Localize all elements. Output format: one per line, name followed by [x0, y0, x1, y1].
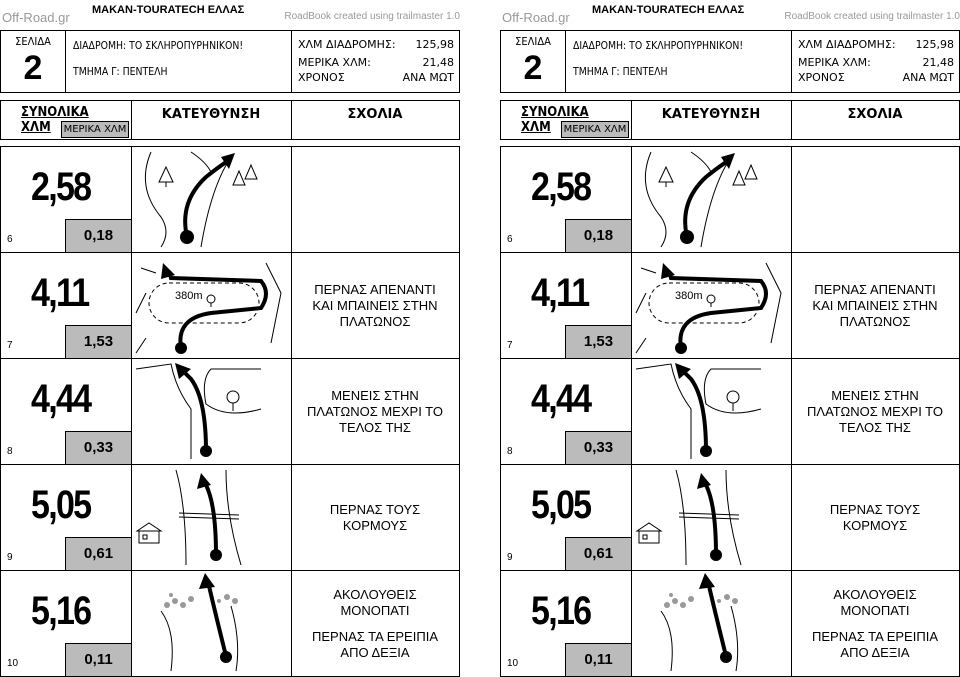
total-km: 2,58 — [531, 165, 591, 209]
total-km-heading: ΣΥΝΟΛΙΚΑ ΧΛΜ — [21, 105, 89, 135]
house-icon — [137, 523, 161, 543]
tulip-diagram-trail-ruins — [131, 571, 291, 676]
section-name: ΤΜΗΜΑ Γ: ΠΕΝΤΕΛΗ — [573, 65, 668, 78]
house-icon — [637, 523, 661, 543]
notes-cell — [291, 465, 459, 570]
note-line: ΚΟΡΜΟΥΣ — [342, 517, 408, 533]
partial-km: 1,53 — [565, 325, 631, 358]
partial-km-label: ΜΕΡΙΚΑ ΧΛΜ: — [798, 56, 871, 69]
brand-label: Off-Road.gr — [502, 10, 570, 25]
roadbook-row — [500, 464, 960, 571]
route-km-label: ΧΛΜ ΔΙΑΔΡΟΜΗΣ: — [798, 38, 896, 51]
note-line: ΠΛΑΤΩΝΟΣ — [839, 313, 911, 329]
note-line: ΠΕΡΝΑΣ ΤΑ ΕΡΕΙΠΙΑ — [811, 628, 939, 644]
route-name: ΔΙΑΔΡΟΜΗ: ΤΟ ΣΚΛΗΡΟΠΥΡΗΝΙΚΟΝ! — [573, 39, 744, 52]
direction-heading: ΚΑΤΕΥΘΥΝΣΗ — [131, 101, 292, 139]
total-km: 4,44 — [531, 377, 591, 421]
total-km-heading: ΣΥΝΟΛΙΚΑ ΧΛΜ — [521, 105, 589, 135]
tree-icon — [227, 391, 239, 411]
partial-km: 1,53 — [65, 325, 131, 358]
summary-header — [0, 30, 460, 93]
notes-cell — [791, 465, 959, 570]
total-km: 5,16 — [31, 589, 91, 633]
notes-cell — [791, 571, 959, 676]
partial-km-heading: ΜΕΡΙΚΑ ΧΛΜ — [61, 121, 129, 138]
partial-km: 0,18 — [565, 219, 631, 252]
time-label: ΧΡΟΝΟΣ — [798, 71, 845, 84]
total-km: 5,16 — [531, 589, 591, 633]
time-value: ΑΝΑ ΜΩΤ — [402, 71, 454, 84]
tulip-diagram-straight — [631, 359, 791, 464]
row-index: 10 — [507, 658, 519, 669]
top-bar — [500, 0, 960, 30]
tulip-diagram-logs — [131, 465, 291, 570]
tulip-diagram-fork-right — [631, 147, 791, 252]
roadbook-row — [0, 252, 460, 359]
row-index: 6 — [507, 234, 513, 245]
top-bar — [0, 0, 460, 30]
notes-cell — [291, 253, 459, 358]
notes-cell — [791, 147, 959, 252]
notes-cell — [791, 253, 959, 358]
total-km: 5,05 — [31, 483, 91, 527]
partial-km: 0,33 — [565, 431, 631, 464]
roadbook-row — [0, 358, 460, 465]
summary-header — [500, 30, 960, 93]
total-km: 2,58 — [31, 165, 91, 209]
roadbook-row — [500, 570, 960, 677]
partial-km-value: 21,48 — [922, 56, 954, 69]
tree-icon — [659, 167, 673, 187]
stats-box — [791, 31, 960, 92]
tulip-diagram-fork-right — [131, 147, 291, 252]
tulip-diagram-u-turn — [631, 253, 791, 358]
page-label: ΣΕΛΙΔΑ — [15, 35, 51, 48]
distance-label: 380m — [675, 290, 703, 302]
route-km-value: 125,98 — [415, 38, 454, 51]
notes-cell — [291, 359, 459, 464]
tree-icon — [707, 295, 715, 307]
brand-label: Off-Road.gr — [2, 10, 70, 25]
partial-km-label: ΜΕΡΙΚΑ ΧΛΜ: — [298, 56, 371, 69]
time-label: ΧΡΟΝΟΣ — [298, 71, 345, 84]
row-index: 7 — [7, 340, 13, 351]
roadbook-row — [0, 570, 460, 677]
total-km: 4,44 — [31, 377, 91, 421]
page-number: 2 — [523, 49, 543, 87]
company-label: MAKAN-TOURATECH ΕΛΛΑΣ — [592, 4, 745, 16]
page-box — [501, 31, 566, 92]
row-index: 6 — [7, 234, 13, 245]
note-line: ΑΚΟΛΟΥΘΕΙΣ — [333, 586, 417, 602]
row-index: 8 — [507, 446, 513, 457]
section-name: ΤΜΗΜΑ Γ: ΠΕΝΤΕΛΗ — [73, 65, 168, 78]
row-index: 7 — [507, 340, 513, 351]
row-index: 8 — [7, 446, 13, 457]
tulip-diagram-u-turn — [131, 253, 291, 358]
notes-cell — [291, 147, 459, 252]
note-line: ΜΕΝΕΙΣ ΣΤΗΝ — [831, 387, 919, 403]
row-index: 10 — [7, 658, 19, 669]
note-line: ΠΕΡΝΑΣ ΑΠΕΝΑΝΤΙ — [814, 281, 936, 297]
note-line: ΠΕΡΝΑΣ ΑΠΕΝΑΝΤΙ — [314, 281, 436, 297]
roadbook-row — [500, 358, 960, 465]
notes-heading: ΣΧΟΛΙΑ — [847, 107, 903, 122]
tulip-diagram-logs — [631, 465, 791, 570]
row-index: 9 — [7, 552, 13, 563]
partial-km: 0,61 — [565, 537, 631, 570]
column-header — [0, 100, 460, 140]
partial-km-value: 21,48 — [422, 56, 454, 69]
total-km: 4,11 — [31, 271, 89, 315]
note-line: ΑΠΟ ΔΕΞΙΑ — [340, 644, 410, 660]
distance-label: 380m — [175, 290, 203, 302]
total-km: 4,11 — [531, 271, 589, 315]
credit-label: RoadBook created using trailmaster 1.0 — [284, 11, 460, 22]
direction-heading: ΚΑΤΕΥΘΥΝΣΗ — [631, 101, 792, 139]
tree-icon — [207, 295, 215, 307]
roadbook-row — [0, 146, 460, 253]
page-box — [1, 31, 66, 92]
note-line: ΠΛΑΤΩΝΟΣ ΜΕΧΡΙ ΤΟ — [307, 403, 443, 419]
stats-box — [291, 31, 460, 92]
column-header — [500, 100, 960, 140]
notes-cell — [791, 359, 959, 464]
total-km: 5,05 — [531, 483, 591, 527]
tulip-diagram-straight — [131, 359, 291, 464]
row-index: 9 — [507, 552, 513, 563]
note-line: ΚΑΙ ΜΠΑΙΝΕΙΣ ΣΤΗΝ — [812, 297, 938, 313]
roadbook-row — [500, 252, 960, 359]
tree-icon — [727, 391, 739, 411]
partial-km: 0,61 — [65, 537, 131, 570]
company-label: MAKAN-TOURATECH ΕΛΛΑΣ — [92, 4, 245, 16]
partial-km-heading: ΜΕΡΙΚΑ ΧΛΜ — [561, 121, 629, 138]
note-line: ΜΕΝΕΙΣ ΣΤΗΝ — [331, 387, 419, 403]
note-line: ΑΚΟΛΟΥΘΕΙΣ — [833, 586, 917, 602]
note-line: ΜΟΝΟΠΑΤΙ — [340, 602, 410, 618]
tulip-diagram-trail-ruins — [631, 571, 791, 676]
note-line: ΠΕΡΝΑΣ ΤΑ ΕΡΕΙΠΙΑ — [311, 628, 439, 644]
note-line: ΤΕΛΟΣ ΤΗΣ — [839, 419, 911, 435]
tree-icon — [733, 165, 757, 185]
note-line: ΤΕΛΟΣ ΤΗΣ — [339, 419, 411, 435]
partial-km: 0,11 — [65, 643, 131, 676]
note-line: ΠΕΡΝΑΣ ΤΟΥΣ — [829, 501, 921, 517]
route-km-label: ΧΛΜ ΔΙΑΔΡΟΜΗΣ: — [298, 38, 396, 51]
roadbook-row — [500, 146, 960, 253]
notes-cell — [291, 571, 459, 676]
route-name: ΔΙΑΔΡΟΜΗ: ΤΟ ΣΚΛΗΡΟΠΥΡΗΝΙΚΟΝ! — [73, 39, 244, 52]
time-value: ΑΝΑ ΜΩΤ — [902, 71, 954, 84]
note-line: ΠΛΑΤΩΝΟΣ ΜΕΧΡΙ ΤΟ — [807, 403, 943, 419]
partial-km: 0,33 — [65, 431, 131, 464]
credit-label: RoadBook created using trailmaster 1.0 — [784, 11, 960, 22]
note-line: ΑΠΟ ΔΕΞΙΑ — [840, 644, 910, 660]
roadbook-page-right — [500, 0, 960, 674]
note-line: ΠΕΡΝΑΣ ΤΟΥΣ — [329, 501, 421, 517]
roadbook-page-left — [0, 0, 460, 674]
note-line: ΠΛΑΤΩΝΟΣ — [339, 313, 411, 329]
tree-icon — [233, 165, 257, 185]
page-label: ΣΕΛΙΔΑ — [515, 35, 551, 48]
note-line: ΜΟΝΟΠΑΤΙ — [840, 602, 910, 618]
roadbook-row — [0, 464, 460, 571]
partial-km: 0,11 — [565, 643, 631, 676]
page-number: 2 — [23, 49, 43, 87]
partial-km: 0,18 — [65, 219, 131, 252]
route-km-value: 125,98 — [915, 38, 954, 51]
tree-icon — [159, 167, 173, 187]
note-line: ΚΑΙ ΜΠΑΙΝΕΙΣ ΣΤΗΝ — [312, 297, 438, 313]
note-line: ΚΟΡΜΟΥΣ — [842, 517, 908, 533]
notes-heading: ΣΧΟΛΙΑ — [347, 107, 403, 122]
